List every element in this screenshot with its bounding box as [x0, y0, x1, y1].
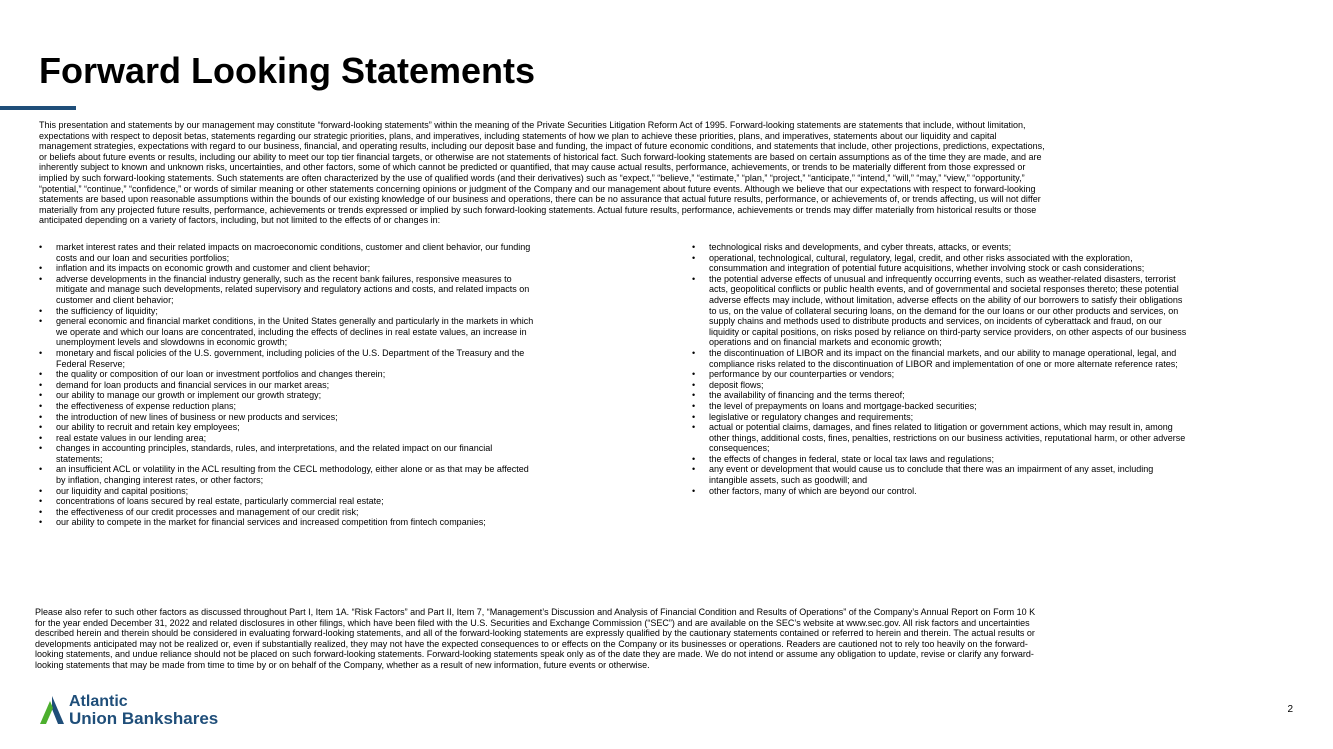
bullet-item [39, 464, 657, 485]
bullet-item [692, 464, 1304, 485]
bullet-item [39, 369, 657, 380]
bullet-dot-icon: • [692, 390, 696, 401]
bullet-dot-icon: • [692, 422, 696, 433]
bullet-text: the effectiveness of expense reduction plans; [56, 400, 236, 411]
bullet-item [692, 253, 1304, 274]
bullet-dot-icon: • [39, 517, 43, 528]
bullet-dot-icon: • [692, 379, 696, 390]
bullet-dot-icon: • [39, 369, 43, 380]
bullet-dot-icon: • [692, 273, 696, 284]
bullet-item [39, 496, 657, 507]
bullet-dot-icon: • [39, 305, 43, 316]
bullet-text: legislative or regulatory changes and requirements; [709, 411, 914, 422]
bullet-text: performance by our counterparties or vendors; [709, 369, 895, 380]
bullet-text: the availability of financing and the terms thereof; [709, 390, 905, 401]
bullet-text: other factors, many of which are beyond our control. [709, 485, 917, 496]
bullet-item [39, 433, 657, 444]
bullet-text: deposit flows; [709, 379, 764, 390]
bullet-dot-icon: • [39, 347, 43, 358]
bullet-text: operational, technological, cultural, regulatory, legal, credit, and other risks associated with the exploration, consummation and integration of potential future acquisitions, whether involving stock or cash considerations; [709, 252, 1145, 274]
bullet-dot-icon: • [692, 369, 696, 380]
bullet-text: the effects of changes in federal, state or local tax laws and regulations; [709, 453, 995, 464]
bullet-text: concentrations of loans secured by real estate, particularly commercial real estate; [56, 496, 384, 507]
bullet-item [692, 390, 1304, 401]
bullet-dot-icon: • [39, 411, 43, 422]
company-logo [39, 693, 279, 727]
bullet-dot-icon: • [39, 400, 43, 411]
bullet-text: actual or potential claims, damages, and fines related to litigation or government actions, which may result in, among other things, additional costs, fines, penalties, restrictions on our business activities, reputational harm, or other adverse consequences; [709, 422, 1186, 454]
bullet-item [692, 486, 1304, 497]
bullet-text: an insufficient ACL or volatility in the ACL resulting from the CECL methodology, either alone or as that may be affected by inflation, changing interest rates, or other factors; [56, 464, 529, 486]
bullet-item [692, 412, 1304, 423]
logo-text-line2: Union Bankshares [69, 709, 219, 728]
bullet-item [692, 401, 1304, 412]
bullet-dot-icon: • [692, 347, 696, 358]
bullet-item [39, 507, 657, 518]
bullet-item [39, 380, 657, 391]
bullet-item [692, 242, 1304, 253]
page-number: 2 [1287, 704, 1293, 715]
bullet-item [39, 274, 657, 306]
bullet-dot-icon: • [39, 422, 43, 433]
logo-text-line1: Atlantic [69, 693, 128, 710]
bullet-text: the sufficiency of liquidity; [56, 305, 158, 316]
right-bullet-list [692, 242, 1304, 496]
bullet-text: any event or development that would cause us to conclude that there was an impairment of any asset, including intangible assets, such as goodwill; and [709, 464, 1154, 486]
bullet-item [39, 316, 657, 348]
bullet-dot-icon: • [692, 400, 696, 411]
bullet-text: demand for loan products and financial services in our market areas; [56, 379, 330, 390]
bullet-dot-icon: • [39, 273, 43, 284]
bullet-dot-icon: • [39, 242, 43, 252]
bullet-item [39, 443, 657, 464]
closing-paragraph: Please also refer to such other factors as discussed throughout Part I, Item 1A. “Risk Factors” and Part II, Item 7, “Management’s Discussion and Analysis of Financial Condition and Results of Operations” of the Company’s Annual Report on Form 10 K for the year ended December 31, 2022 and related disclosures in other filings, which have been filed with the U.S. Securities and Exchange Commission (“SEC”) and are available on the SEC’s website at www.sec.gov. All risk factors and uncertainties described herein and therein should be considered in evaluating forward-looking statements, and all of the forward-looking statements are expressly qualified by the cautionary statements contained or referred to herein and therein. The actual results or developments anticipated may not be realized or, even if substantially realized, they may not have the expected consequences to or effects on the Company or its businesses or operations. Readers are cautioned not to rely too heavily on the forward- looking statements, and undue reliance should not be placed on such forward-looking statements. Forward-looking statements speak only as of the date they are made. We do not intend or assume any obligation to update, revise or clarify any forward- looking statements that may be made from time to time by or on behalf of the Company, whether as a result of new information, future events or otherwise. [35, 607, 1036, 670]
bullet-text: the potential adverse effects of unusual and infrequently occurring events, such as weather-related disasters, terrorist acts, geopolitical conflicts or public health events, and of governmental and societal responses thereto; these potential adverse effects may include, without limitation, adverse effects on the ability of our borrowers to satisfy their obligations to us, on the value of collateral securing loans, on the demand for the our loans or our other products and services, on supply chains and methods used to distribute products and services, on incidents of cyberattack and fraud, on our liquidity or capital positions, on risks posed by reliance on third-party service providers, on other aspects of our business operations and on financial markets and economic growth; [709, 273, 1187, 348]
bullet-dot-icon: • [39, 263, 43, 274]
bullet-text: changes in accounting principles, standards, rules, and interpretations, and the related impact on our financial statements; [56, 443, 493, 464]
intro-paragraph: This presentation and statements by our management may constitute “forward-looking statements” within the meaning of the Private Securities Litigation Reform Act of 1995. Forward-looking statements are statements that include, without limitation, expectations with respect to deposit betas, statements regarding our strategic priorities, plans, and imperatives, including statements of how we plan to achieve these priorities, plans, and imperatives, statements about our liquidity and capital management strategies, expectations with regard to our business, financial, and operating results, including our deposit base and funding, the impact of future economic conditions, and statements that include, other projections, predictions, expectations, or beliefs about future events or results, including our ability to meet our top tier financial targets, or otherwise are not statements of historical fact. Such forward-looking statements are based on certain assumptions as of the time they are made, and are inherently subject to known and unknown risks, uncertainties, and other factors, some of which cannot be predicted or quantified, that may cause actual results, performance, achievements, or trends to be materially different from those expressed or implied by such forward-looking statements. Such statements are often characterized by the use of qualified words (and their derivatives) such as “expect,” “believe,” “estimate,” “plan,” “project,” “anticipate,” “intend,” “will,” “may,” “view,” “opportunity,” “potential,” “continue,” “confidence,” or words of similar meaning or other statements concerning opinions or judgment of the Company and our management about future events. Although we believe that our expectations with respect to forward-looking statements are based upon reasonable assumptions within the bounds of our existing knowledge of our business and operations, there can be no assurance that actual future results, performance, or achievements of, or trends affecting, us will not differ materially from any projected future results, performance, achievements or trends expressed or implied by such forward-looking statements. Actual future results, performance, achievements or trends may differ materially from historical results or those anticipated depending on a variety of factors, including, but not limited to the effects of or changes in: [39, 120, 1045, 226]
bullet-item [692, 380, 1304, 391]
bullet-dot-icon: • [39, 464, 43, 475]
bullet-dot-icon: • [692, 252, 696, 263]
bullet-dot-icon: • [692, 453, 696, 464]
bullet-text: the quality or composition of our loan or investment portfolios and changes therein; [56, 369, 386, 380]
bullet-item [39, 422, 657, 433]
bullet-dot-icon: • [692, 485, 696, 496]
bullet-text: monetary and fiscal policies of the U.S. government, including policies of the U.S. Department of the Treasury and the Federal Reserve; [56, 347, 525, 369]
bullet-text: our ability to recruit and retain key employees; [56, 422, 240, 433]
bullet-item [692, 369, 1304, 380]
bullet-dot-icon: • [39, 390, 43, 401]
bullet-dot-icon: • [39, 443, 43, 454]
bullet-item [692, 274, 1304, 348]
bullet-text: the effectiveness of our credit processes and management of our credit risk; [56, 506, 359, 517]
bullet-dot-icon: • [39, 379, 43, 390]
title-accent-rule [0, 106, 76, 110]
bullet-text: our liquidity and capital positions; [56, 485, 189, 496]
bullet-text: general economic and financial market conditions, in the United States generally and particularly in the markets in which we operate and which our loans are concentrated, including the effects of declines in real estate values, an increase in unemployment levels and slowdowns in economic growth; [56, 316, 534, 348]
bullet-text: the discontinuation of LIBOR and its impact on the financial markets, and our ability to manage operational, legal, and compliance risks related to the discontinuation of LIBOR and implementation of one or more alternate reference rates; [709, 347, 1178, 369]
bullet-item [39, 517, 657, 528]
bullet-item [39, 263, 657, 274]
bullet-dot-icon: • [692, 242, 696, 252]
bullet-text: real estate values in our lending area; [56, 432, 207, 443]
bullet-item [39, 412, 657, 423]
bullet-text: the level of prepayments on loans and mortgage-backed securities; [709, 400, 977, 411]
bullet-item [692, 454, 1304, 465]
bullet-item [39, 348, 657, 369]
bullet-item [692, 422, 1304, 454]
bullet-text: our ability to manage our growth or implement our growth strategy; [56, 390, 322, 401]
bullet-item [39, 242, 657, 263]
bullet-dot-icon: • [692, 464, 696, 475]
bullet-dot-icon: • [39, 496, 43, 507]
left-bullet-list [39, 242, 657, 528]
bullet-item [39, 401, 657, 412]
bullet-item [692, 348, 1304, 369]
bullet-dot-icon: • [39, 485, 43, 496]
bullet-dot-icon: • [692, 411, 696, 422]
bullet-dot-icon: • [39, 316, 43, 327]
bullet-text: adverse developments in the financial industry generally, such as the recent bank failures, responsive measures to mitigate and manage such developments, related supervisory and regulatory actions and costs, and related impacts on customer and client behavior; [56, 273, 530, 305]
bullet-text: market interest rates and their related impacts on macroeconomic conditions, customer and client behavior, our funding costs and our loan and securities portfolios; [56, 242, 531, 263]
triangle-a-logo-icon [39, 695, 65, 725]
bullet-text: our ability to compete in the market for financial services and increased competition from fintech companies; [56, 517, 486, 528]
bullet-text: inflation and its impacts on economic growth and customer and client behavior; [56, 263, 371, 274]
page-title: Forward Looking Statements [39, 50, 536, 91]
bullet-dot-icon: • [39, 506, 43, 517]
bullet-item [39, 486, 657, 497]
bullet-text: the introduction of new lines of business or new products and services; [56, 411, 338, 422]
bullet-item [39, 390, 657, 401]
bullet-dot-icon: • [39, 432, 43, 443]
bullet-text: technological risks and developments, and cyber threats, attacks, or events; [709, 242, 1012, 252]
bullet-item [39, 306, 657, 317]
